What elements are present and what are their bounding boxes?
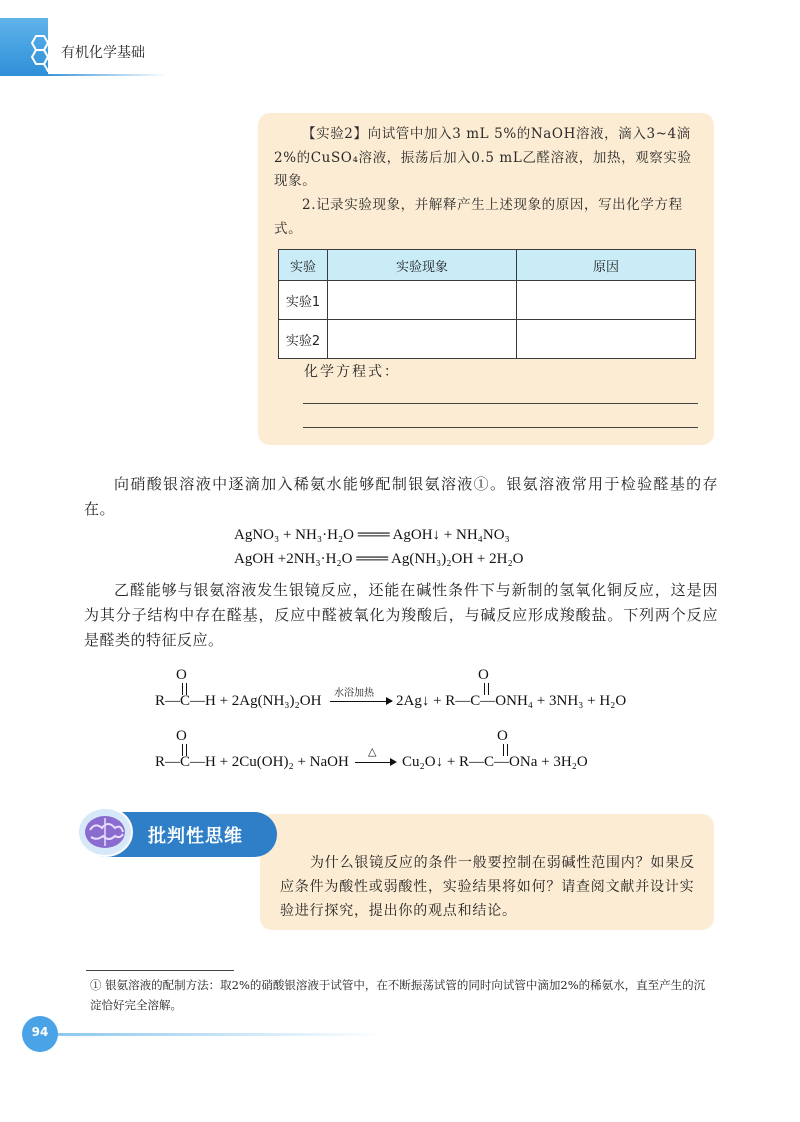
equation-label: 化学方程式： (304, 364, 400, 380)
table-row (279, 281, 696, 320)
page-number-rule (54, 1033, 384, 1036)
arrow-head-icon (390, 758, 397, 766)
table-header: 原因 (517, 250, 696, 281)
carbonyl-oxygen: O (478, 667, 489, 683)
carbonyl-oxygen: O (176, 667, 187, 683)
experiment-table (278, 249, 696, 359)
table-row (279, 320, 696, 359)
footnote: ① 银氨溶液的配制方法：取2%的硝酸银溶液于试管中，在不断振荡试管的同时向试管中滴加2%的稀氨水，直至产生的沉淀恰好完全溶解。 (90, 978, 706, 1012)
experiment-box (258, 113, 714, 445)
reaction-2-products: Cu₂O↓ + R—C—ONa + 3H₂O (402, 754, 588, 770)
table-cell[interactable] (328, 281, 517, 320)
reaction-1-condition: 水浴加热 (334, 688, 374, 699)
table-cell[interactable] (517, 320, 696, 359)
carbonyl-oxygen: O (176, 728, 187, 744)
header-rule (48, 74, 168, 76)
header-title: 有机化学基础 (61, 45, 145, 61)
answer-line (303, 403, 698, 404)
reaction-2-reactants: R—C—H + 2Cu(OH)₂ + NaOH (155, 754, 349, 770)
table-cell[interactable] (328, 320, 517, 359)
footnote-rule (86, 970, 234, 971)
table-header-row (279, 250, 696, 281)
table-header: 实验现象 (328, 250, 517, 281)
brain-icon (76, 806, 134, 858)
heating-triangle-icon: △ (368, 745, 377, 758)
carbonyl-oxygen: O (497, 728, 508, 744)
critical-thinking-text: 为什么银镜反应的条件一般要控制在弱碱性范围内？如果反应条件为酸性或弱酸性，实验结果将如何？请查阅文献并设计实验进行探究，提出你的观点和结论。 (280, 855, 695, 919)
hexagon-logo-icon (26, 34, 66, 76)
table-cell: 实验2 (279, 320, 328, 359)
table-cell: 实验1 (279, 281, 328, 320)
equation-1: AgNO₃ + NH₃·H₂O ═══ AgOH↓ + NH₄NO₃ (234, 527, 510, 543)
answer-line (303, 427, 698, 428)
reaction-arrow (330, 701, 392, 702)
table-cell[interactable] (517, 281, 696, 320)
silver-ammonia-paragraph: 向硝酸银溶液中逐滴加入稀氨水能够配制银氨溶液①。银氨溶液常用于检验醛基的存在。 (84, 475, 718, 518)
equation-2: AgOH +2NH₃·H₂O ═══ Ag(NH₃)₂OH + 2H₂O (234, 551, 524, 567)
table-header: 实验 (279, 250, 328, 281)
reaction-1-products: 2Ag↓ + R—C—ONH₄ + 3NH₃ + H₂O (396, 693, 627, 709)
page-number: 94 (31, 1025, 49, 1039)
aldehyde-paragraph: 乙醛能够与银氨溶液发生银镜反应，还能在碱性条件下与新制的氢氧化铜反应，这是因为其分子结构中存在醛基，反应中醛被氧化为羧酸后，与碱反应形成羧酸盐。下列两个反应是醛类的特征反应。 (84, 581, 718, 649)
arrow-head-icon (386, 697, 393, 705)
record-instruction: 2.记录实验现象，并解释产生上述现象的原因，写出化学方程式。 (274, 197, 683, 237)
critical-thinking-title: 批判性思维 (148, 826, 243, 847)
reaction-arrow (355, 762, 395, 763)
experiment-2-text: 【实验2】向试管中加入3 mL 5%的NaOH溶液，滴入3~4滴2%的CuSO₄溶液，振荡后加入0.5 mL乙醛溶液，加热，观察实验现象。 (274, 126, 692, 189)
reaction-1-reactants: R—C—H + 2Ag(NH₃)₂OH (155, 693, 322, 709)
